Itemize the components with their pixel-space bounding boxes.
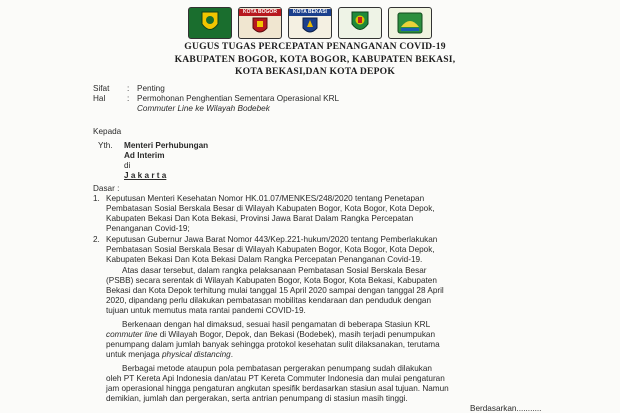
- header-line-3: KOTA BEKASI,DAN KOTA DEPOK: [235, 66, 395, 77]
- item-1-line-1: Keputusan Menteri Kesehatan Nomor HK.01.07/MENKES/248/2020 tentang Penetapan: [106, 194, 425, 203]
- para-3-line-3: jam operasional hingga pengaturan angkutan spesifik berdasarkan stasiun asal tujuan. Namun: [106, 384, 449, 393]
- para-2-line-2: commuter line di Wilayah Bogor, Depok, dan Bekasi (Bodebek), masih terjadi penumpukan: [106, 330, 436, 339]
- para-1-line-3: Bekasi dan Kota Depok terhitung mulai tanggal 15 April 2020 sampai dengan tanggal 28 April: [106, 286, 444, 295]
- recipient-city: J a k a r t a: [124, 171, 167, 180]
- recipient-line-1: Menteri Perhubungan: [124, 141, 209, 150]
- hal-colon: :: [127, 94, 130, 103]
- yth-label: Yth.: [98, 141, 113, 150]
- para-3-line-2: oleh PT Kereta Api Indonesia dan/atau PT Kereta Commuter Indonesia dan mulai pengaturan: [106, 374, 445, 383]
- item-1-line-4: Penanganan Covid-19;: [106, 224, 190, 233]
- item-1-line-3: Kabupaten Bekasi Dan Kota Bekasi, Provinsi Jawa Barat Dalam Rangka Percepatan: [106, 214, 414, 223]
- para-1-line-5: tujuan untuk memutus mata rantai pandemi COVID-19.: [106, 306, 306, 315]
- para-3-line-1: Berbagai metode ataupun pola pembatasan pergerakan penumpang sudah dilakukan: [122, 364, 432, 373]
- item-1-line-2: Pembatasan Sosial Berskala Besar di Wilayah Kabupaten Bogor, Kota Bogor, Kota Depok,: [106, 204, 435, 213]
- sifat-value: Penting: [137, 84, 165, 93]
- kabupaten-bekasi-logo: [338, 7, 382, 39]
- recipient-line-2: Ad Interim: [124, 151, 165, 160]
- continued-marker: Berdasarkan...........: [470, 404, 542, 413]
- kabupaten-bogor-logo: [188, 7, 232, 39]
- item-2-line-2: Pembatasan Sosial Berskala Besar di Wilayah Kabupaten Bogor, Kota Bogor, Kota Depok,: [106, 245, 435, 254]
- item-2-number: 2.: [93, 235, 100, 244]
- para-2-line-1: Berkenaan dengan hal dimaksud, sesuai hasil pengamatan di beberapa Stasiun KRL: [122, 320, 431, 329]
- item-1-number: 1.: [93, 194, 100, 203]
- di-label: di: [124, 161, 131, 170]
- header-line-2: KABUPATEN BOGOR, KOTA BOGOR, KABUPATEN BEKASI,: [174, 53, 456, 65]
- kepada-label: Kepada: [93, 127, 122, 136]
- para-2-line-4: untuk menjaga physical distancing.: [106, 350, 234, 359]
- para-2-line-3: penumpang dalam jumlah banyak sehingga protokol kesehatan sulit dilaksanakan, terutama: [106, 340, 440, 349]
- para-3-line-4: demikian, jumlah dan pergerakan, serta antrian penumpang di stasiun masih tinggi.: [106, 394, 408, 403]
- hal-label: Hal: [93, 94, 106, 103]
- sifat-label: Sifat: [93, 84, 110, 93]
- item-2-line-1: Keputusan Gubernur Jawa Barat Nomor 443/Kep.221-hukum/2020 tentang Pemberlakukan: [106, 235, 438, 244]
- dasar-label: Dasar :: [93, 184, 120, 193]
- para-1-line-1: Atas dasar tersebut, dalam rangka pelaksanaan Pembatasan Sosial Berskala Besar: [122, 266, 427, 275]
- sifat-colon: :: [127, 84, 130, 93]
- kota-depok-logo: [388, 7, 432, 39]
- kota-bekasi-logo: KOTA BEKASI: [288, 7, 332, 39]
- letter-header: [120, 41, 510, 79]
- logo-row: [188, 7, 432, 39]
- para-1-line-2: (PSBB) secara serentak di Wilayah Kabupaten Bogor, Kota Bogor, Kota Bekasi, Kabupaten: [106, 276, 437, 285]
- item-2-line-3: Kabupaten Bekasi Dan Kota Bekasi Dalam Rangka Percepatan Penanganan Covid-19.: [106, 255, 423, 264]
- hal-value-1: Permohonan Penghentian Sementara Operasional KRL: [137, 94, 340, 103]
- kota-bogor-logo: KOTA BOGOR: [238, 7, 282, 39]
- header-line-1: GUGUS TUGAS PERCEPATAN PENANGANAN COVID-19: [184, 41, 446, 52]
- para-1-line-4: 2020, dipandang perlu dilakukan pembatasan mobilitas kendaraan dan penduduk dengan: [106, 296, 432, 305]
- hal-value-2: Commuter Line ke Wilayah Bodebek: [137, 104, 270, 113]
